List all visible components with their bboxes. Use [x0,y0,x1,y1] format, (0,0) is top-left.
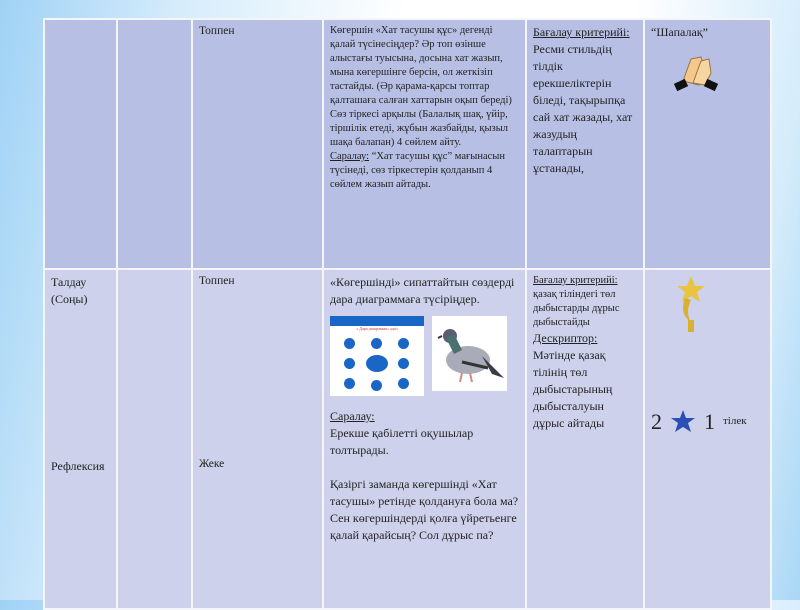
task-text-2: Сөз тіркесі арқылы (Балалық шақ, үйір, тіршілік етеді, жұбын жазбайды, қызыл шақа балапан) 4 сөйлем айту. [330,109,508,148]
criteria-cell [526,19,644,269]
gold-star-trophy-icon [671,274,711,334]
descriptor-text: Мәтінде қазақ тілінің төл дыбыстарының дыбысталуын дұрыс айтады [533,348,613,430]
stage-cell [44,19,117,269]
mode-text-2: Жеке [199,458,225,470]
lesson-plan-table [43,18,772,610]
descriptor-label: Дескриптор: [533,331,598,345]
task-cell [323,19,526,269]
diagram-caption: « Дара диаграмма» әдісі [356,326,398,331]
pigeon-image [432,316,507,391]
task-text: «Көгершінді» сипаттайтын сөздерді дара диаграммаға түсіріңдер. [330,275,515,306]
criteria-text: қазақ тіліндегі төл дыбыстарды дұрыс дыбыстайды [533,289,620,328]
feedback-text: “Шапалақ” [651,25,708,39]
time-cell [117,19,192,269]
questions-text: Қазіргі заманда көгершінді «Хат тасушы» ретінде қолдануға бола ма? Сен көгершіндерді қолға үйретьенге қалай қарайсың? Сол дұрыс па? [330,477,519,542]
reflection-text: Рефлексия [51,459,105,473]
star-icon [670,409,696,433]
feedback-cell [644,19,771,269]
mode-cell [192,269,323,609]
mode-cell [192,19,323,269]
differentiation-text: Ерекше қабілетті оқушылар толтырады. [330,426,474,457]
criteria-cell [526,269,644,609]
criteria-label: Бағалау критерийі: [533,275,618,286]
task-cell [323,269,526,609]
stage-cell [44,269,117,609]
table-row [44,19,771,269]
task-text: Көгершін «Хат тасушы құс» дегенді қалай түсінесіңдер? Әр топ өзінше алыстағы туысына, досына хат жазып, мына көгершінге берсін, ол жеткізіп тастайды. (Әр қарама-қарсы топтар қалташаға салған хаттарын оқып береді) [330,25,512,106]
differentiation-text: “Хат тасушы құс” мағынасын түсінеді, сөз тіркестерін қолданып 4 сөйлем жазып айтады. [330,151,505,190]
differentiation [330,150,519,192]
differentiation-label: Саралау: [330,409,375,423]
mode-text: Топпен [199,25,235,37]
stars-count: 2 [651,408,662,434]
criteria-label: Бағалау критерийі: [533,25,630,39]
differentiation-label: Саралау: [330,151,370,162]
rating [651,409,764,433]
clapping-hands-icon [671,51,721,96]
mode-text: Топпен [199,275,235,287]
wish-count: 1 [704,408,715,434]
stage-text: Талдау (Соңы) [51,275,88,306]
wish-label: тілек [723,414,747,427]
table-row [44,269,771,609]
criteria-text: Ресми стильдің тілдік ерекшеліктерін біледі, тақырыпқа сай хат жазады, хат жазудың талаптарын ұстанады, [533,42,633,175]
feedback-cell [644,269,771,609]
time-cell [117,269,192,609]
cluster-diagram-image [330,316,424,396]
